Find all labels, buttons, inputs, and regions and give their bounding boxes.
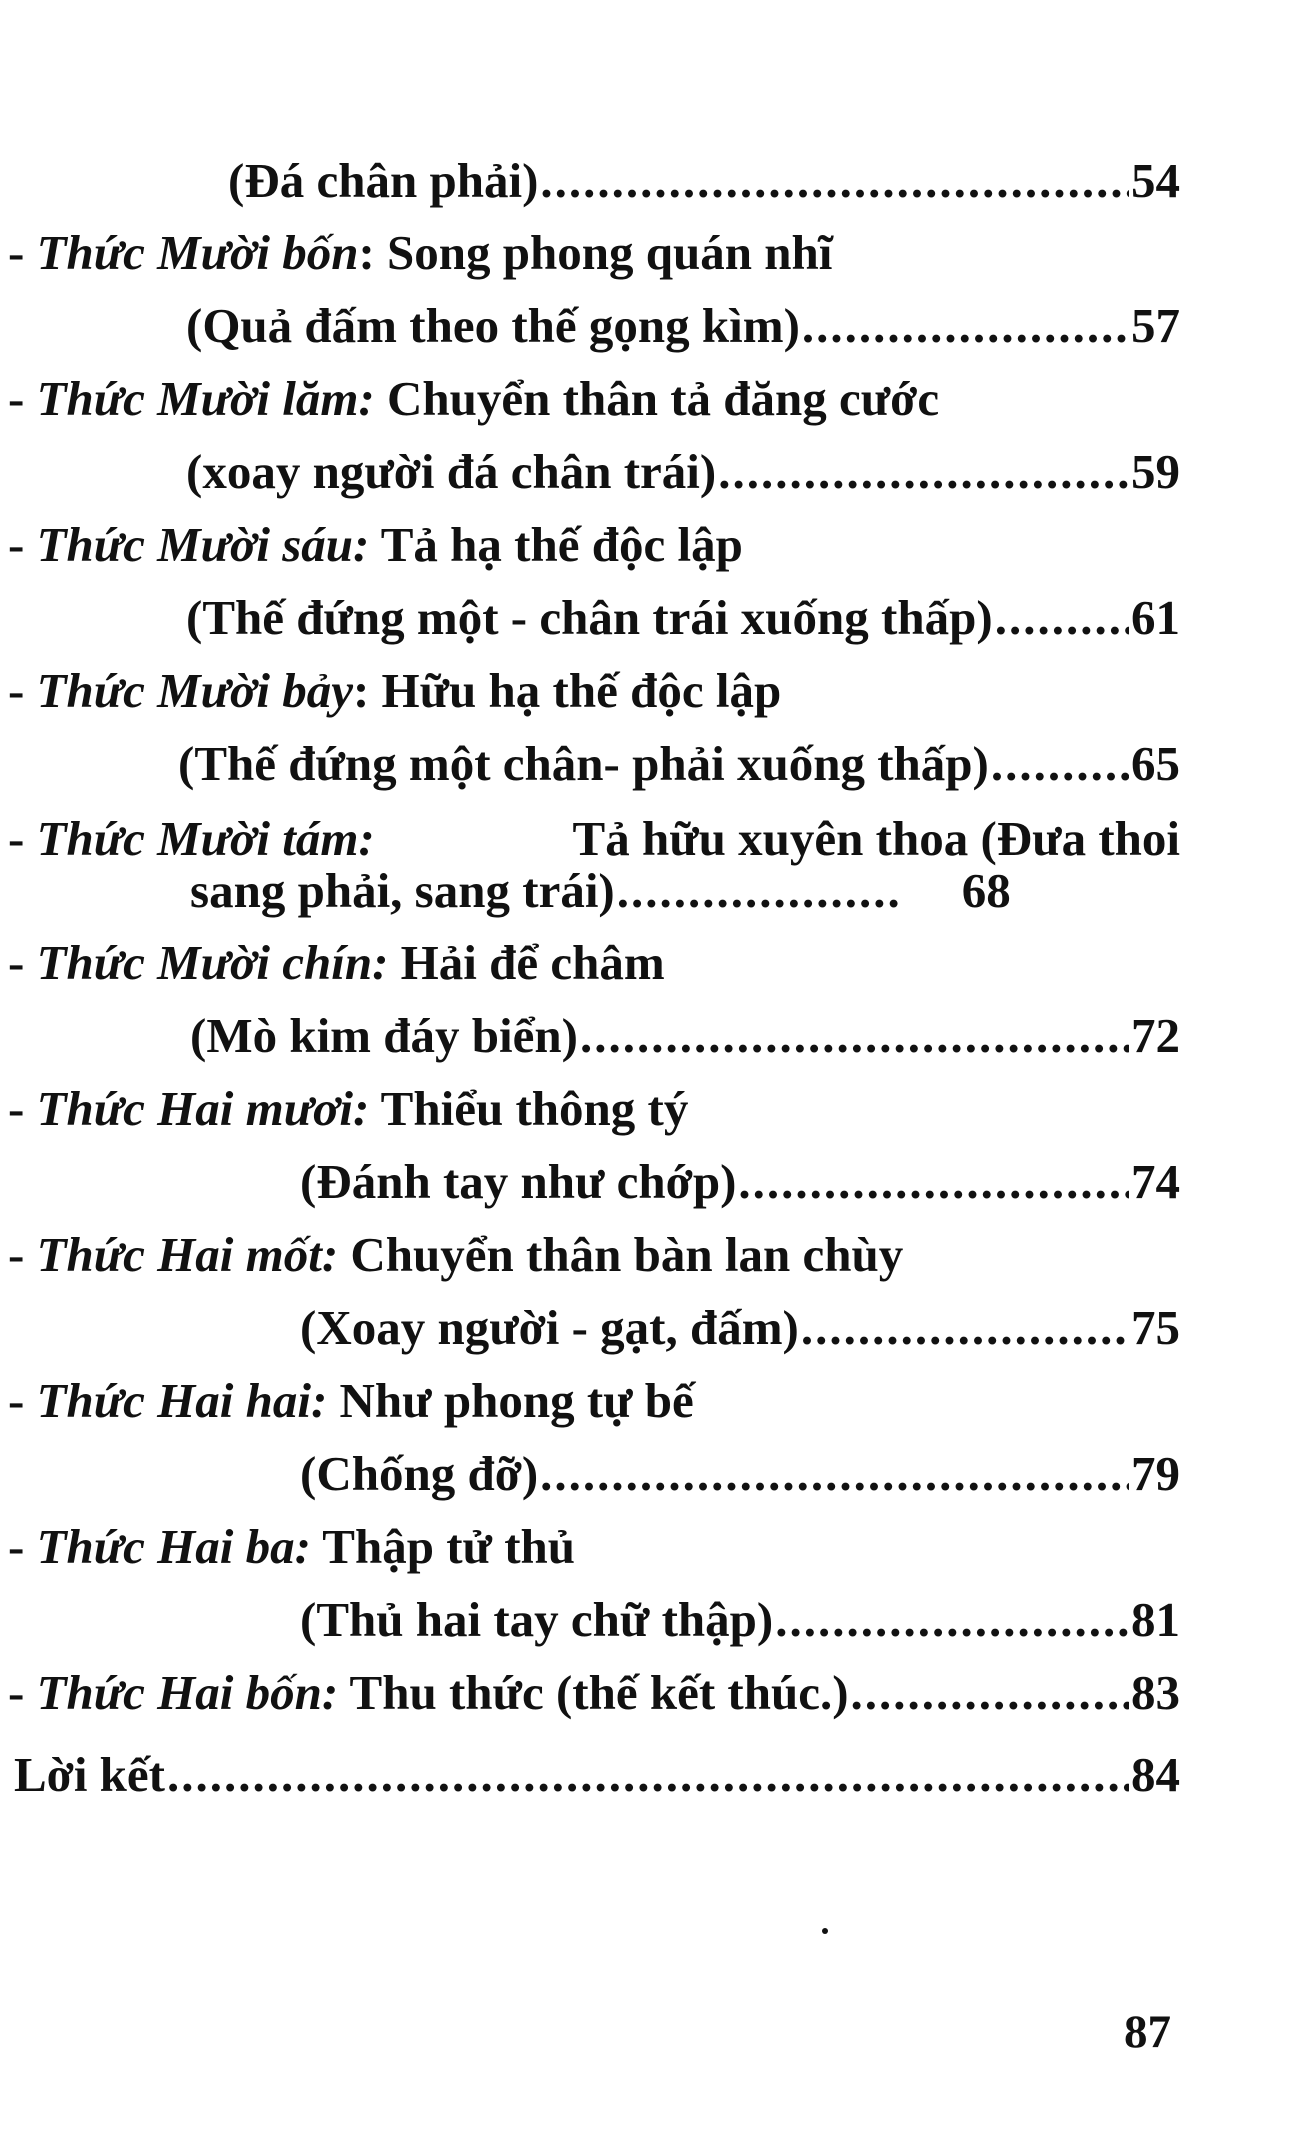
toc-entry-7-heading [8,934,665,992]
toc-entry-6-subline [190,862,1190,920]
toc-entry-label: Thức Hai mươi: [36,1081,370,1136]
toc-entry-13 [14,1746,1180,1804]
toc-entry-5-heading [8,662,781,720]
label-separator: : [358,225,375,280]
toc-entry-11-heading [8,1518,575,1576]
toc-entry-subtitle: (Chống đỡ) [300,1446,539,1501]
list-dash: - [8,1665,37,1720]
toc-entry-label: Thức Mười sáu: [36,517,370,572]
toc-entry-subtitle: (Quả đấm theo thế gọng kìm) [186,298,800,353]
toc-page-number: 59 [1131,444,1180,499]
toc-page-number: 79 [1131,1446,1180,1501]
toc-entry-6-heading [8,810,1180,868]
list-dash: - [8,1373,37,1428]
page-number: 87 [1124,2006,1171,2058]
toc-entry-label: Thức Mười chín: [36,935,389,990]
toc-entry-title: Thiểu thông tý [369,1081,689,1136]
dot-leader [580,1007,1129,1065]
dot-leader [540,1445,1129,1503]
dot-leader [995,589,1129,647]
toc-entry-title: Chuyển thân bàn lan chùy [338,1227,904,1282]
toc-entry-label: Thức Hai mốt: [36,1227,339,1282]
toc-entry-title: Chuyển thân tả đăng cước [374,371,940,426]
toc-entry-10-subline [300,1445,1180,1503]
toc-entry-title: Như phong tự bế [327,1373,694,1428]
toc-page-number: 75 [1131,1300,1180,1355]
dot-leader [801,1299,1129,1357]
toc-entry-subtitle: (Đánh tay như chớp) [300,1154,737,1209]
label-separator: : [352,663,370,718]
toc-page-number: 65 [1131,736,1180,791]
toc-entry-11-subline [300,1591,1180,1649]
toc-entry-9-heading [8,1226,903,1284]
toc-entry-title: Lời kết [14,1747,165,1802]
toc-page-number: 74 [1131,1154,1180,1209]
toc-page-number: 81 [1131,1592,1180,1647]
toc-page-number: 68 [961,863,1011,918]
toc-entry-title: Hải để châm [388,935,665,990]
toc-entry-subtitle: (Mò kim đáy biển) [190,1008,578,1063]
list-dash: - [8,663,37,718]
toc-entry-8-heading [8,1080,688,1138]
toc-entry-3-subline [186,443,1180,501]
toc-entry-3-heading [8,370,939,428]
toc-entry-subtitle: (Thủ hai tay chữ thập) [300,1592,774,1647]
toc-entry-label: Thức Mười bảy [36,663,353,718]
toc-page-number: 83 [1131,1665,1180,1720]
dot-leader [802,297,1129,355]
toc-entry-4-subline [186,589,1180,647]
list-dash: - [8,371,37,426]
toc-entry-label: Thức Mười lăm: [36,371,375,426]
list-dash: - [8,225,37,280]
toc-entry-title: Hữu hạ thế độc lập [369,663,782,718]
toc-entry-title: Tả hạ thế độc lập [369,517,743,572]
toc-entry-4-heading [8,516,743,574]
toc-entry-9-subline [300,1299,1180,1357]
toc-entry-title: Song phong quán nhĩ [374,225,833,280]
toc-entry-8-subline [300,1153,1180,1211]
toc-entry-1-subline [228,152,1180,210]
list-dash: - [8,1519,37,1574]
stray-dot-mark [822,1928,828,1934]
toc-entry-title: Thập tử thủ [310,1519,576,1574]
toc-entry-12 [8,1664,1180,1722]
toc-entry-subtitle: (Xoay người - gạt, đấm) [300,1300,799,1355]
toc-entry-title: Tả hữu xuyên thoa (Đưa thoi [572,811,1180,866]
toc-entry-label: Thức Mười tám: [36,811,375,866]
list-dash: - [8,811,37,866]
toc-entry-label: Thức Hai bốn: [36,1665,339,1720]
toc-entry-10-heading [8,1372,694,1430]
toc-entry-5-subline [178,735,1180,793]
list-dash: - [8,517,37,572]
list-dash: - [8,935,37,990]
dot-leader [540,152,1129,210]
dot-leader [617,862,902,920]
toc-entry-subtitle: (xoay người đá chân trái) [186,444,717,499]
toc-page-number: 84 [1131,1747,1180,1802]
toc-entry-2-heading [8,224,832,282]
toc-entry-subtitle: sang phải, sang trái) [190,863,615,918]
toc-entry-title: Thu thức (thế kết thúc.) [338,1665,849,1720]
toc-entry-subtitle: (Thế đứng một - chân trái xuống thấp) [186,590,993,645]
toc-entry-label: Thức Hai ba: [36,1519,311,1574]
dot-leader [775,1591,1129,1649]
dot-leader [718,443,1129,501]
dot-leader [167,1746,1129,1804]
toc-entry-7-subline [190,1007,1180,1065]
toc-entry-subtitle: (Thế đứng một chân- phải xuống thấp) [178,736,989,791]
toc-entry-label: Thức Mười bốn [36,225,359,280]
dot-leader [851,1664,1129,1722]
toc-page-number: 72 [1131,1008,1180,1063]
list-dash: - [8,1227,37,1282]
toc-page-number: 54 [1131,153,1180,208]
list-dash: - [8,1081,37,1136]
toc-page-number: 57 [1131,298,1180,353]
toc-entry-subtitle: (Đá chân phải) [228,153,539,208]
dot-leader [738,1153,1129,1211]
toc-entry-label: Thức Hai hai: [36,1373,328,1428]
dot-leader [991,735,1129,793]
toc-page-number: 61 [1131,590,1180,645]
toc-entry-2-subline [186,297,1180,355]
